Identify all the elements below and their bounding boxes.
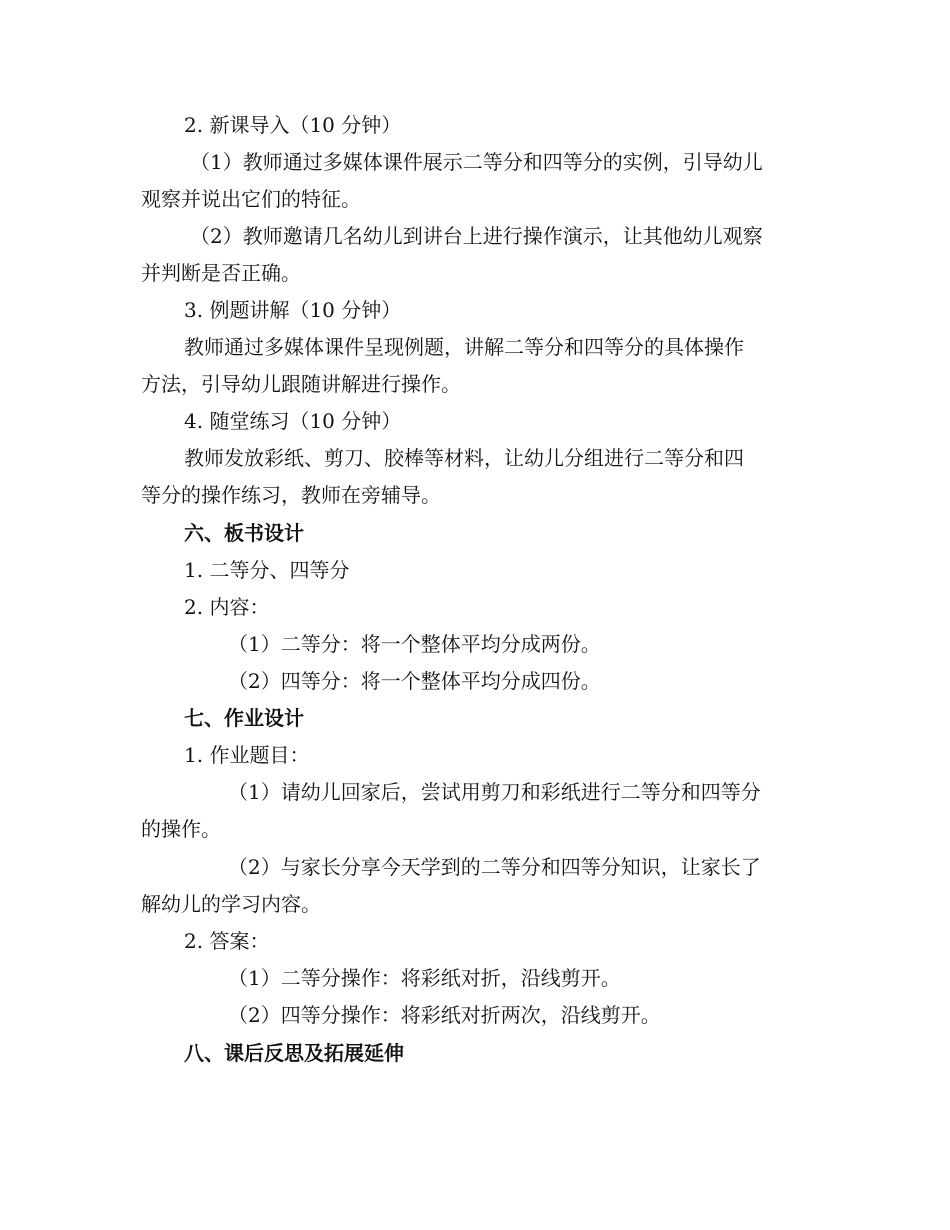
- paragraph-line: 并判断是否正确。: [141, 261, 301, 285]
- paragraph-line: 教师发放彩纸、剪刀、胶棒等材料，让幼儿分组进行二等分和四: [184, 446, 744, 470]
- list-item: 2. 内容：: [184, 595, 270, 619]
- paragraph-line: （1）教师通过多媒体课件展示二等分和四等分的实例，引导幼儿: [190, 150, 763, 174]
- section-heading-reflection: 八、课后反思及拓展延伸: [184, 1041, 404, 1065]
- section-heading-homework: 七、作业设计: [184, 706, 304, 730]
- list-item: 1. 作业题目：: [184, 743, 310, 767]
- sub-list-item: （1）请幼儿回家后，尝试用剪刀和彩纸进行二等分和四等分: [228, 780, 761, 804]
- step-heading-example: 3. 例题讲解（10 分钟）: [184, 298, 402, 322]
- paragraph-line: 的操作。: [141, 817, 221, 841]
- sub-list-item: （1）二等分操作：将彩纸对折，沿线剪开。: [228, 966, 621, 990]
- paragraph-line: 观察并说出它们的特征。: [141, 187, 361, 211]
- sub-list-item: （1）二等分：将一个整体平均分成两份。: [228, 632, 601, 656]
- paragraph-line: 等分的操作练习，教师在旁辅导。: [141, 483, 441, 507]
- paragraph-line: 教师通过多媒体课件呈现例题，讲解二等分和四等分的具体操作: [184, 335, 744, 359]
- paragraph-line: （2）教师邀请几名幼儿到讲台上进行操作演示，让其他幼儿观察: [190, 224, 763, 248]
- section-heading-board-design: 六、板书设计: [184, 521, 304, 545]
- paragraph-line: 方法，引导幼儿跟随讲解进行操作。: [141, 372, 461, 396]
- list-item: 1. 二等分、四等分: [184, 558, 350, 582]
- step-heading-new-lesson: 2. 新课导入（10 分钟）: [184, 113, 402, 137]
- sub-list-item: （2）四等分：将一个整体平均分成四份。: [228, 669, 601, 693]
- sub-list-item: （2）四等分操作：将彩纸对折两次，沿线剪开。: [228, 1003, 661, 1027]
- list-item: 2. 答案：: [184, 929, 270, 953]
- step-heading-practice: 4. 随堂练习（10 分钟）: [184, 409, 402, 433]
- paragraph-line: 解幼儿的学习内容。: [141, 892, 321, 916]
- sub-list-item: （2）与家长分享今天学到的二等分和四等分知识，让家长了: [228, 855, 761, 879]
